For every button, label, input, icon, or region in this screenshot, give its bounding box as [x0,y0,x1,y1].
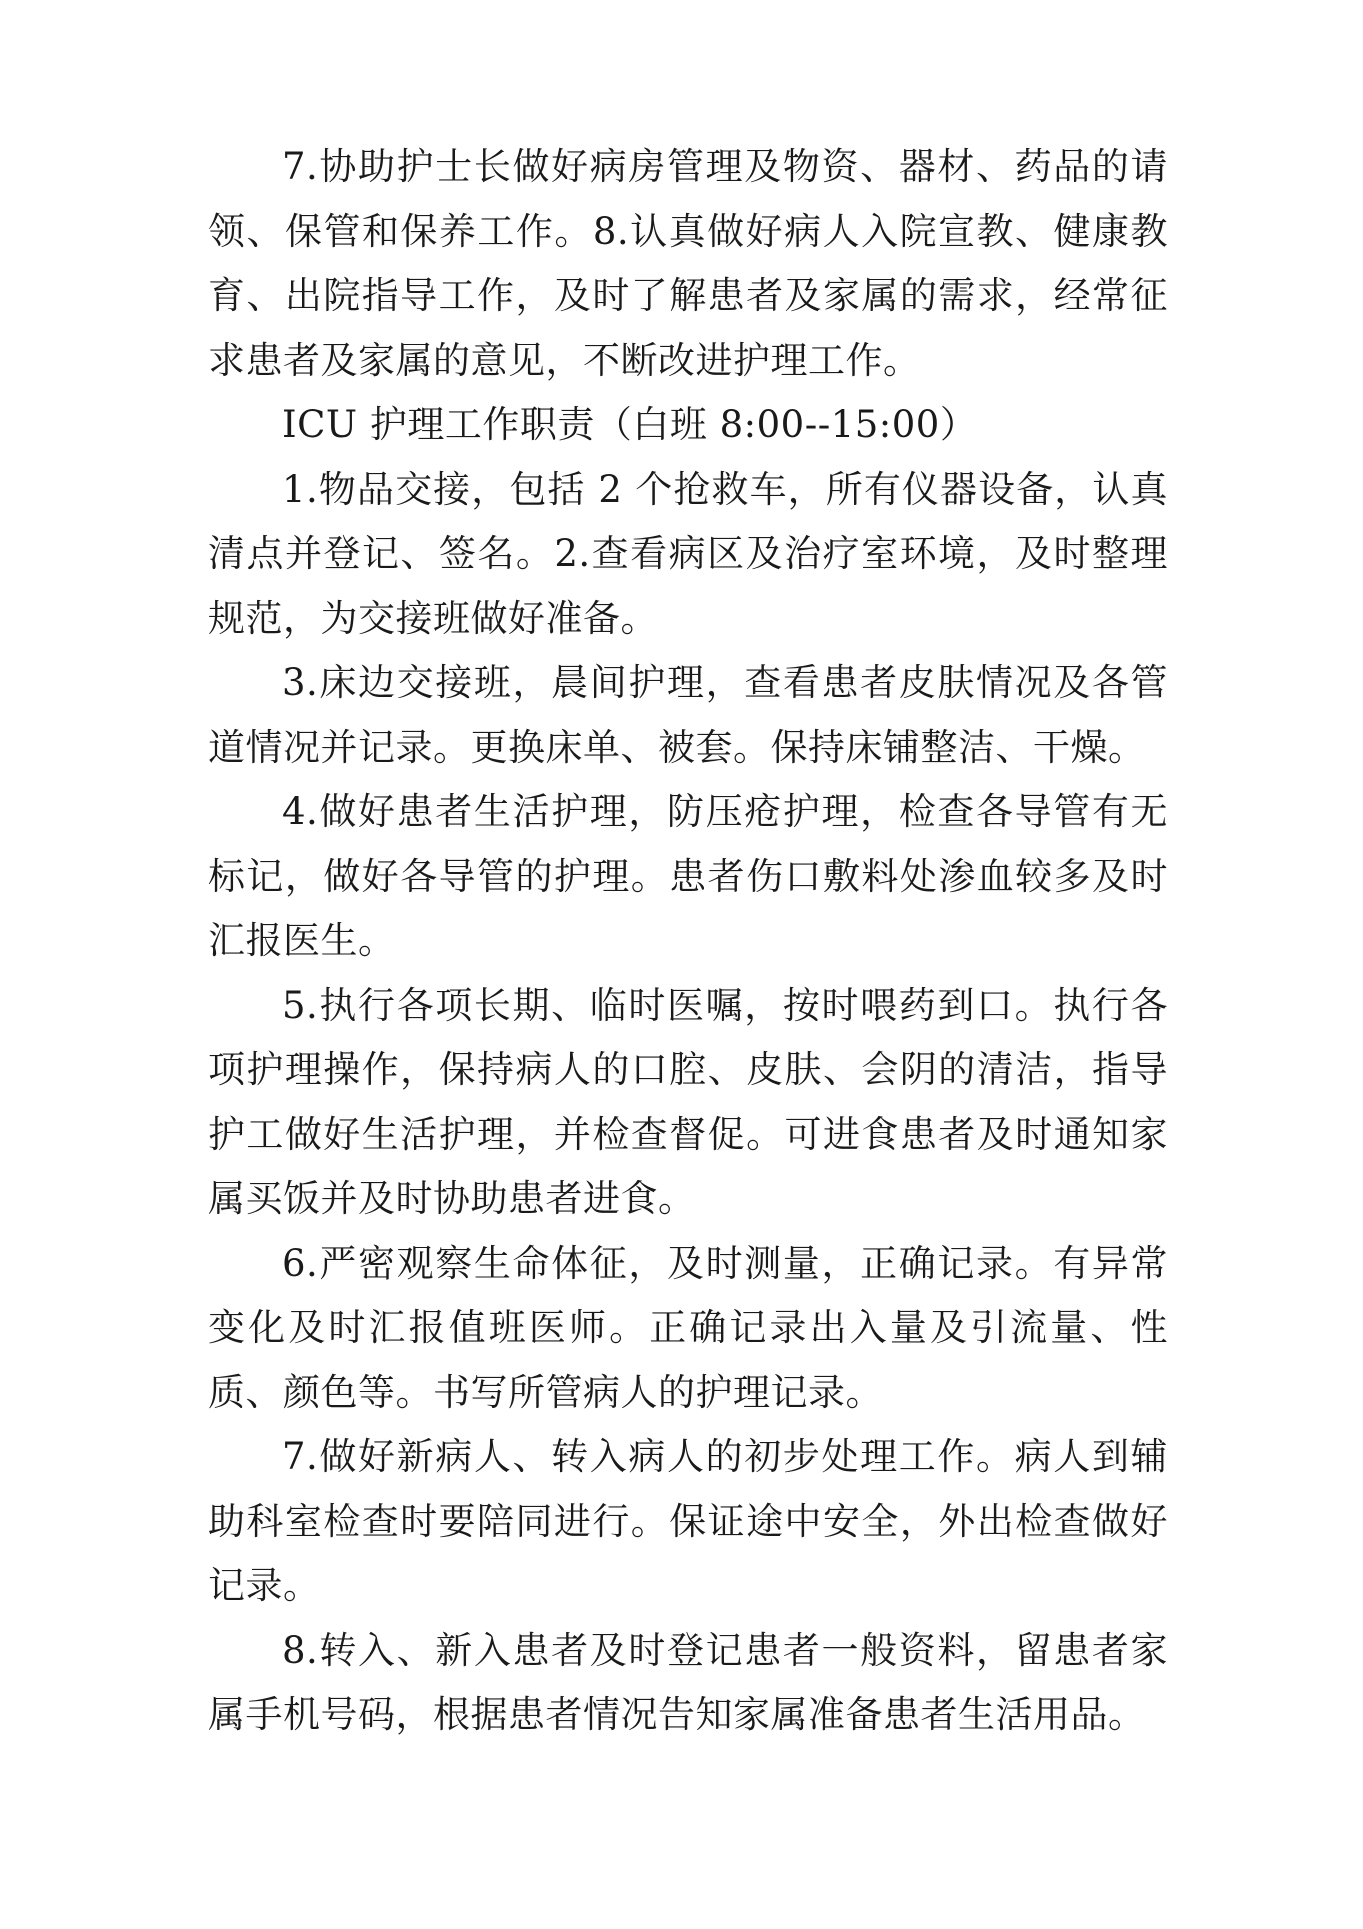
paragraph-item-1-2: 1.物品交接，包括 2 个抢救车，所有仪器设备，认真清点并登记、签名。2.查看病区及治疗室环境，及时整理规范，为交接班做好准备。 [208,467,1168,640]
paragraph-item-4: 4.做好患者生活护理，防压疮护理，检查各导管有无标记，做好各导管的护理。患者伤口敷料处渗血较多及时汇报医生。 [208,790,1168,962]
paragraph-item-6: 6.严密观察生命体征，及时测量，正确记录。有异常变化及时汇报值班医师。正确记录出入量及引流量、性质、颜色等。书写所管病人的护理记录。 [208,1241,1168,1414]
paragraph-item-8: 8.转入、新入患者及时登记患者一般资料，留患者家属手机号码，根据患者情况告知家属准备患者生活用品。 [208,1628,1168,1736]
document-body [208,135,1168,1748]
paragraph-item-7: 7.做好新病人、转入病人的初步处理工作。病人到辅助科室检查时要陪同进行。保证途中安全，外出检查做好记录。 [208,1435,1168,1607]
section-heading-icu-day-shift: ICU 护理工作职责（白班 8:00--15:00） [282,403,978,446]
paragraph-duty-7-8-continued: 7.协助护士长做好病房管理及物资、器材、药品的请领、保管和保养工作。8.认真做好病人入院宣教、健康教育、出院指导工作，及时了解患者及家属的需求，经常征求患者及家属的意见，不断改进护理工作。 [208,145,1168,382]
paragraph-item-3: 3.床边交接班，晨间护理，查看患者皮肤情况及各管道情况并记录。更换床单、被套。保持床铺整洁、干燥。 [208,661,1168,769]
paragraph-item-5: 5.执行各项长期、临时医嘱，按时喂药到口。执行各项护理操作，保持病人的口腔、皮肤、会阴的清洁，指导护工做好生活护理，并检查督促。可进食患者及时通知家属买饭并及时协助患者进食。 [208,983,1168,1220]
